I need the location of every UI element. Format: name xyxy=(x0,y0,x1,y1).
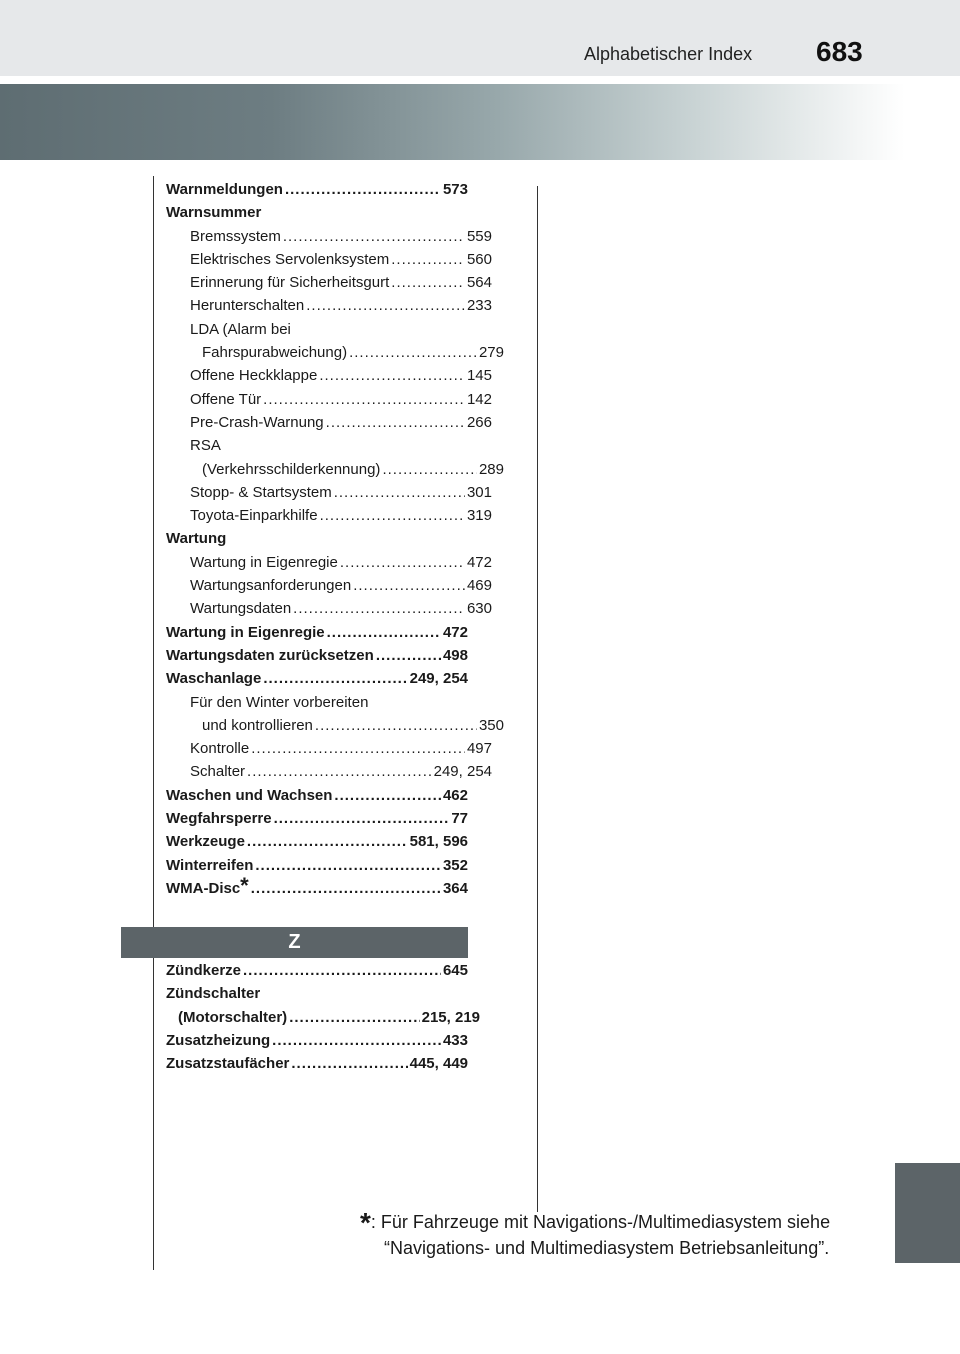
index-entry-page: 469 xyxy=(466,577,492,595)
index-entry-label: Offene Heckklappe xyxy=(190,367,318,385)
index-entry xyxy=(166,807,468,830)
index-entry-page: 581, 596 xyxy=(409,833,468,851)
index-entry xyxy=(166,644,468,667)
leader-dots xyxy=(263,388,465,411)
index-entry-label: Zusatzheizung xyxy=(166,1031,271,1049)
page-number: 683 xyxy=(816,36,863,67)
index-entry-label: Toyota-Einparkhilfe xyxy=(190,507,318,525)
index-entry xyxy=(166,527,468,550)
leader-dots xyxy=(334,481,465,504)
leader-dots xyxy=(353,574,465,597)
leader-dots xyxy=(315,714,477,737)
index-entry xyxy=(166,784,468,807)
leader-dots xyxy=(255,854,441,877)
leader-dots xyxy=(247,830,408,853)
leader-dots xyxy=(334,784,441,807)
index-entry-page: 433 xyxy=(442,1031,468,1049)
leader-dots xyxy=(243,959,441,982)
index-entry-label: Wegfahrsperre xyxy=(166,810,272,828)
index-entry-label: Waschen und Wachsen xyxy=(166,786,333,804)
index-entry-page: 564 xyxy=(466,274,492,292)
index-entry-page: 249, 254 xyxy=(433,763,492,781)
index-entry-label: und kontrollieren xyxy=(202,716,313,734)
leader-dots xyxy=(291,1052,407,1075)
left-column-rule xyxy=(153,176,154,1270)
leader-dots xyxy=(272,1029,441,1052)
index-entry xyxy=(166,691,468,714)
index-entry-label: Bremssystem xyxy=(190,227,281,245)
index-entry xyxy=(166,854,468,877)
index-entry-page: 445, 449 xyxy=(409,1055,468,1073)
index-entry xyxy=(166,621,468,644)
index-entry xyxy=(166,341,504,364)
index-entry-label: Wartung in Eigenregie xyxy=(166,623,325,641)
index-entry xyxy=(166,248,492,271)
section-heading-z: Z xyxy=(121,927,468,958)
index-entry xyxy=(166,364,492,387)
leader-dots xyxy=(306,294,465,317)
index-entry-label: WMA-Disc xyxy=(166,879,241,897)
index-entry-page: 559 xyxy=(466,227,492,245)
index-entry-label: Erinnerung für Sicherheitsgurt xyxy=(190,274,390,292)
index-entry xyxy=(166,551,492,574)
index-entry-page: 497 xyxy=(466,740,492,758)
index-entry-label: Stopp- & Startsystem xyxy=(190,483,332,501)
leader-dots xyxy=(320,504,465,527)
index-entry xyxy=(166,225,492,248)
leader-dots xyxy=(376,644,441,667)
index-entry: WMA-Disc * ..... 364 xyxy=(166,877,468,900)
footnote-line-2: “Navigations- und Multimediasystem Betriebsanleitung”. xyxy=(384,1238,830,1258)
index-entry-label: Herunterschalten xyxy=(190,297,305,315)
index-entry-page: 630 xyxy=(466,600,492,618)
index-entry-page: 350 xyxy=(478,716,504,734)
index-entry-page: 249, 254 xyxy=(409,670,468,688)
index-entry-label: RSA xyxy=(190,437,221,455)
index-entry xyxy=(166,667,468,690)
index-entry xyxy=(166,714,504,737)
index-entry-label: Offene Tür xyxy=(190,390,262,408)
index-entry-page: 77 xyxy=(451,810,468,828)
index-entry xyxy=(166,458,504,481)
index-entry xyxy=(166,201,468,224)
index-entry xyxy=(166,760,492,783)
index-entry-page: 560 xyxy=(466,250,492,268)
index-entry xyxy=(166,504,492,527)
leader-dots xyxy=(327,621,441,644)
index-entry xyxy=(166,294,492,317)
index-entry xyxy=(166,982,468,1005)
index-entry xyxy=(166,1052,468,1075)
footnote-line-1: : Für Fahrzeuge mit Navigations-/Multimediasystem siehe xyxy=(370,1212,831,1232)
index-entry-label: Wartung xyxy=(166,530,227,548)
index-entry-page: 573 xyxy=(442,181,468,198)
index-entry-page: 364 xyxy=(442,879,468,897)
index-entry-page: 301 xyxy=(466,483,492,501)
leader-dots xyxy=(319,364,465,387)
leader-dots xyxy=(349,341,477,364)
index-entry-page: 289 xyxy=(478,460,504,478)
index-entry-page: 142 xyxy=(466,390,492,408)
index-entry xyxy=(166,1029,468,1052)
index-entry-label: Warnmeldungen xyxy=(166,181,283,198)
index-entry-label: Zündkerze xyxy=(166,962,242,979)
leader-dots xyxy=(326,411,465,434)
leader-dots xyxy=(283,225,465,248)
index-entry xyxy=(166,830,468,853)
footnote-star: * xyxy=(360,1207,371,1238)
index-entry-page: 266 xyxy=(466,413,492,431)
index-list-w xyxy=(166,178,504,900)
index-entry-label: Schalter xyxy=(190,763,246,781)
index-entry-label: (Motorschalter) xyxy=(178,1008,288,1026)
index-entry-label: Wartungsanforderungen xyxy=(190,577,352,595)
index-entry-page: 352 xyxy=(442,856,468,874)
footnote xyxy=(360,1209,860,1261)
leader-dots xyxy=(293,597,465,620)
leader-dots xyxy=(285,178,441,201)
index-list-z xyxy=(166,959,480,1075)
index-entry-page: 498 xyxy=(442,646,468,664)
index-entry-label: Fahrspurabweichung) xyxy=(202,344,348,362)
center-column-rule xyxy=(537,186,538,1212)
index-entry-label: LDA (Alarm bei xyxy=(190,320,291,338)
index-entry xyxy=(166,318,468,341)
index-entry xyxy=(166,411,492,434)
chapter-tab xyxy=(895,1163,960,1263)
index-entry-label: Winterreifen xyxy=(166,856,254,874)
index-entry-page: 145 xyxy=(466,367,492,385)
decorative-banner xyxy=(0,84,905,160)
index-entry-page: 279 xyxy=(478,344,504,362)
index-entry-label: Waschanlage xyxy=(166,670,262,688)
leader-dots xyxy=(382,458,477,481)
index-entry-page: 233 xyxy=(466,297,492,315)
leader-dots xyxy=(289,1006,419,1029)
index-entry xyxy=(166,271,492,294)
leader-dots xyxy=(251,877,441,900)
index-entry-label: Kontrolle xyxy=(190,740,250,758)
leader-dots xyxy=(391,271,465,294)
index-entry-page: 462 xyxy=(442,786,468,804)
leader-dots xyxy=(391,248,465,271)
index-entry-page: 645 xyxy=(442,962,468,979)
index-entry xyxy=(166,434,468,457)
leader-dots xyxy=(340,551,465,574)
index-entry xyxy=(166,481,492,504)
page-header-title: Alphabetischer Index xyxy=(584,44,753,64)
index-entry-page: 472 xyxy=(466,553,492,571)
index-entry-label: Elektrisches Servolenksystem xyxy=(190,250,390,268)
index-entry xyxy=(166,574,492,597)
index-entry xyxy=(166,178,468,201)
index-entry-label: Wartungsdaten zurücksetzen xyxy=(166,646,374,664)
index-entry-page: 472 xyxy=(442,623,468,641)
leader-dots xyxy=(274,807,450,830)
index-entry-label: Warnsummer xyxy=(166,204,262,222)
index-entry-label: Zusatzstaufächer xyxy=(166,1055,290,1073)
index-entry xyxy=(166,959,468,982)
index-entry-label: Pre-Crash-Warnung xyxy=(190,413,324,431)
index-entry-page: 319 xyxy=(466,507,492,525)
leader-dots xyxy=(251,737,465,760)
index-entry-label: Für den Winter vorbereiten xyxy=(190,693,369,711)
leader-dots xyxy=(247,760,432,783)
index-entry xyxy=(166,388,492,411)
index-entry-page: 215, 219 xyxy=(421,1008,480,1026)
index-entry xyxy=(166,1006,480,1029)
index-entry-label: Wartung in Eigenregie xyxy=(190,553,338,571)
index-entry-label: Wartungsdaten xyxy=(190,600,292,618)
index-entry-label: Werkzeuge xyxy=(166,833,245,851)
index-entry xyxy=(166,597,492,620)
index-entry xyxy=(166,737,492,760)
index-entry-label: Zündschalter xyxy=(166,985,261,1003)
leader-dots xyxy=(263,667,407,690)
index-entry-label: (Verkehrsschilderkennung) xyxy=(202,460,381,478)
